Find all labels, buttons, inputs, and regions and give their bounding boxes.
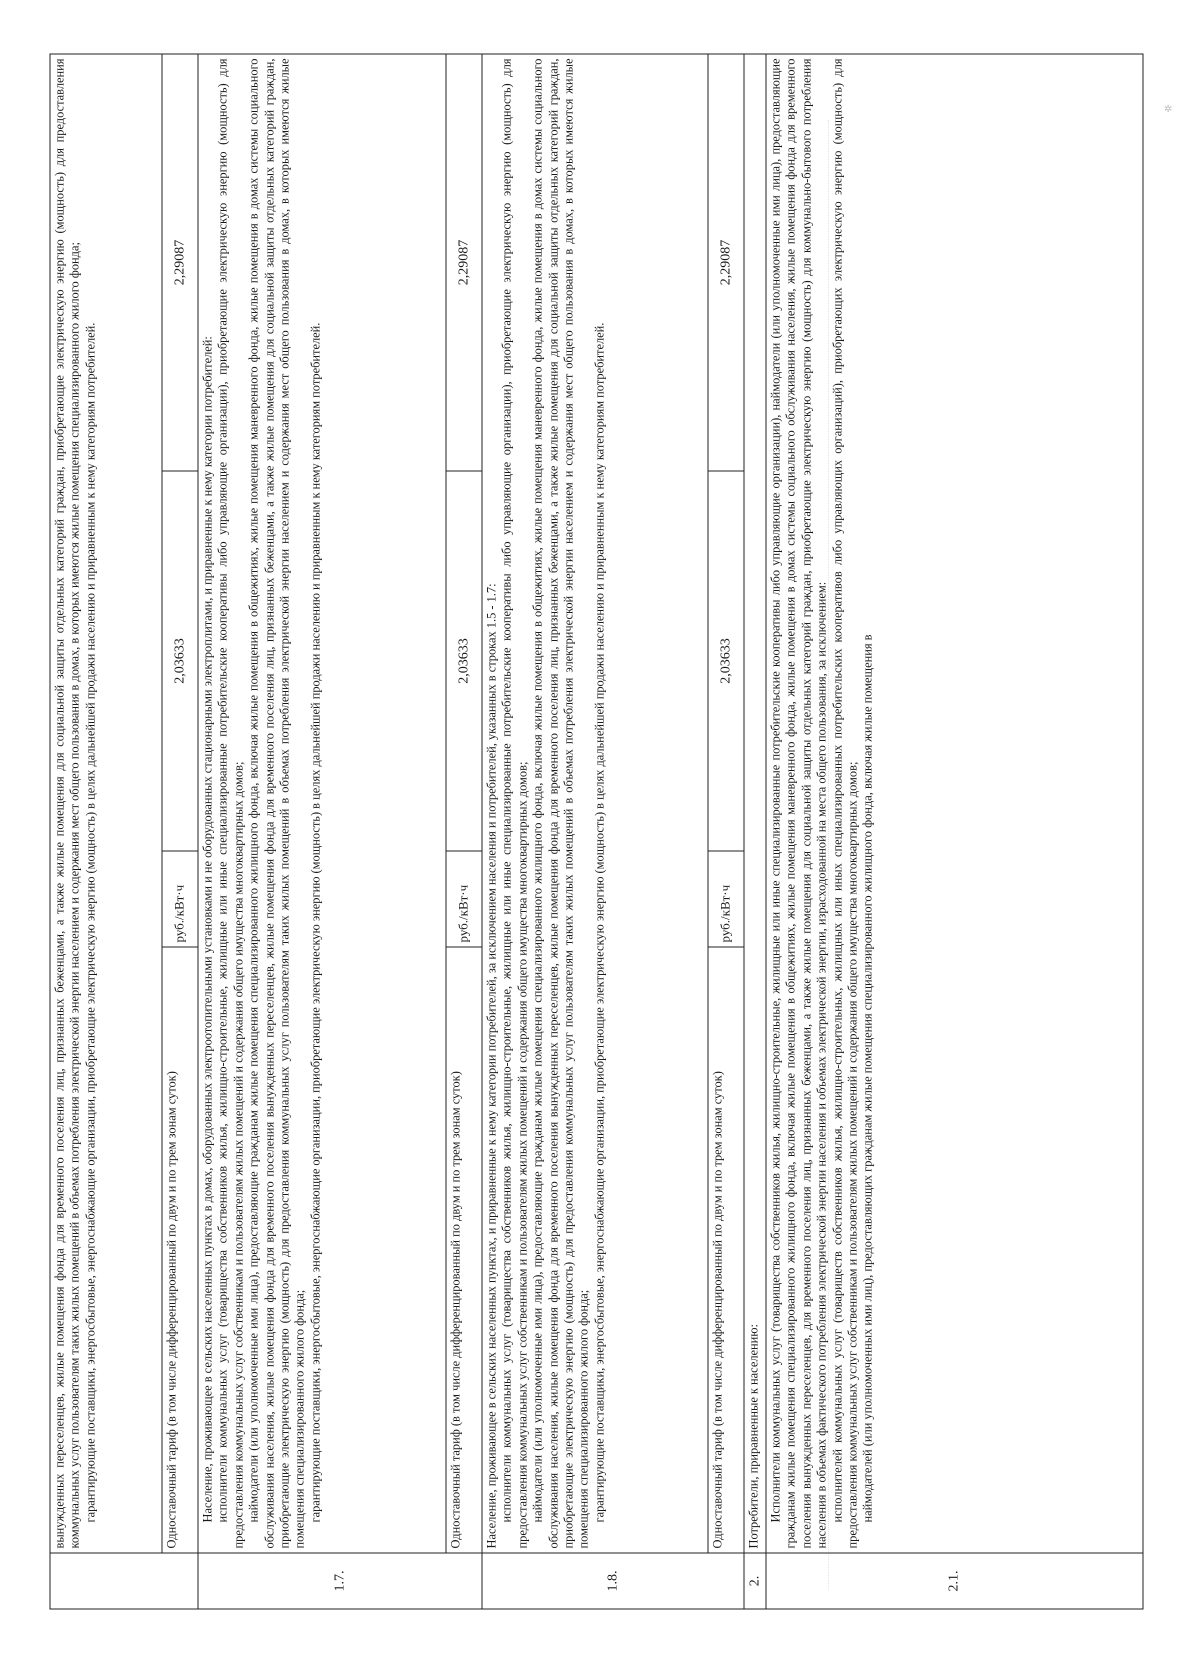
- tariff-value-first-half: 2,03633: [708, 471, 744, 851]
- table-row-tariff: [446, 54, 482, 1609]
- scan-mark: ✲: [1164, 104, 1173, 115]
- table-row-1-6-continued: [50, 54, 162, 1609]
- table-row-tariff: [708, 54, 744, 1609]
- unit-cell: руб./кВт·ч: [162, 851, 198, 947]
- table-row-section-2: [744, 54, 766, 1609]
- row-paragraph: исполнителей коммунальных услуг (товариществ собственников жилья, жилищно-строительных, жилищных или иных специализированных потребительских кооперативов либо управляющих организаций), приобретающих электрическую энергию (мощность) для предоставления коммунальных услуг собственникам и пользователям жилых помещений и содержания общего имущества многоквартирных домов;: [830, 58, 860, 1549]
- row-paragraph: наймодателей (или уполномоченных ими лиц), предоставляющих гражданам жилые помещения специализированного жилищного фонда, включая жилые помещения в: [860, 634, 875, 1523]
- tariff-table-rotated: [50, 55, 1144, 1610]
- tariff-value-second-half: 2,29087: [708, 54, 744, 471]
- row-paragraph: наймодатели (или уполномоченные ими лица), предоставляющие гражданам жилые помещения специализированного жилищного фонда, включая жилые помещения в общежитиях, жилые помещения маневренного фонда, жилые помещения в домах системы социального обслуживания населения, жилые помещения фонда для временного поселения вынужденных переселенцев, жилые помещения фонда для временного поселения лиц, признанных беженцами, а также жилые помещения для социальной защиты отдельных категорий граждан, приобретающие электрическую энергию (мощность) для предоставления коммунальных услуг пользователям таких жилых помещений в объемах потребления электрической энергии населением и содержания мест общего пользования в домах, в которых имеются жилые помещения специализированного жилого фонда;: [530, 58, 591, 1549]
- table-row-1-7: [198, 54, 446, 1609]
- tariff-label: Одноставочный тариф (в том числе дифференцированный по двум и по трем зонам суток): [446, 947, 482, 1553]
- row-paragraph: гарантирующие поставщики, энергосбытовые, энергоснабжающие организации, приобретающие электрическую энергию (мощность) в целях дальнейшей продажи населению и приравненным к нему категориям потребителей.: [83, 322, 98, 1523]
- tariff-value-second-half: 2,29087: [162, 54, 198, 471]
- row-text-cell: [482, 54, 708, 1553]
- tariff-label: Одноставочный тариф (в том числе дифференцированный по двум и по трем зонам суток): [708, 947, 744, 1553]
- row-text-cell: [198, 54, 446, 1553]
- unit-cell: руб./кВт·ч: [708, 851, 744, 947]
- row-paragraph: наймодатели (или уполномоченные ими лица), предоставляющие гражданам жилые помещения специализированного жилищного фонда, включая жилые помещения в общежитиях, жилые помещения маневренного фонда, жилые помещения в домах системы социального обслуживания населения, жилые помещения фонда для временного поселения вынужденных переселенцев, жилые помещения фонда для временного поселения лиц, признанных беженцами, а также жилые помещения для социальной защиты отдельных категорий граждан, приобретающие электрическую энергию (мощность) для предоставления коммунальных услуг пользователям таких жилых помещений в объемах потребления электрической энергии населением и содержания мест общего пользования в домах, в которых имеются жилые помещения специализированного жилого фонда;: [246, 58, 307, 1549]
- row-paragraph: Население, проживающее в сельских населенных пунктах в домах, оборудованных электроотопительными установками и не оборудованных стационарными электроплитами, и приравненные к нему категории потребителей:: [200, 336, 215, 1523]
- tariff-value-first-half: 2,03633: [162, 471, 198, 851]
- row-text-cell: [50, 54, 162, 1553]
- row-number: 2.1.: [766, 1553, 1143, 1609]
- row-number: 2.: [744, 1553, 766, 1609]
- row-paragraph: гарантирующие поставщики, энергосбытовые, энергоснабжающие организации, приобретающие электрическую энергию (мощность) в целях дальнейшей продажи населению и приравненным к нему категориям потребителей.: [308, 322, 323, 1523]
- row-number: 1.8.: [482, 1553, 744, 1609]
- row-paragraph: исполнители коммунальных услуг (товарищества собственников жилья, жилищно-строительные, жилищные или иные специализированные потребительские кооперативы либо управляющие организации), приобретающие электрическую энергию (мощность) для предоставления коммунальных услуг собственникам и пользователям жилых помещений и содержания общего имущества многоквартирных домов;: [499, 58, 530, 1549]
- tariff-label: Одноставочный тариф (в том числе дифференцированный по двум и по трем зонам суток): [162, 947, 198, 1553]
- unit-cell: руб./кВт·ч: [446, 851, 482, 947]
- row-paragraph: исполнители коммунальных услуг (товарищества собственников жилья, жилищно-строительные, жилищные или иные специализированные потребительские кооперативы либо управляющие организации), приобретающие электрическую энергию (мощность) для предоставления коммунальных услуг собственникам и пользователям жилых помещений и содержания общего имущества многоквартирных домов;: [215, 58, 246, 1549]
- tariff-value-second-half: 2,29087: [446, 54, 482, 471]
- table-row-1-8: [482, 54, 708, 1609]
- section-heading: Потребители, приравненные к населению:: [744, 54, 766, 1553]
- row-paragraph: Исполнители коммунальных услуг (товарищества собственников жилья, жилищно-строительные, жилищные или иные специализированные потребительские кооперативы либо управляющие организации), наймодатели (или уполномоченные ими лица), предоставляющие гражданам жилые помещения специализированного жилищного фонда, включая жилые помещения в общежитиях, жилые помещения маневренного фонда, жилые помещения в домах системы социального обслуживания населения, жилые помещения фонда для временного поселения вынужденных переселенцев, для временного поселения лиц, признанных беженцами, а также жилые помещения для социальной защиты отдельных категорий граждан, приобретающие электрическую энергию (мощность) для коммунально-бытового потребления населения в объемах фактического потребления электрической энергии населения и объемах электрической энергии, израсходованной на места общего пользования, за исключением:: [768, 58, 829, 1549]
- row-text-cell: [766, 54, 1143, 1553]
- row-number: 1.7.: [198, 1553, 482, 1609]
- row-paragraph: Население, проживающее в сельских населенных пунктах, и приравненные к нему категории потребителей, за исключением населения и потребителей, указанных в строках 1.5 - 1.7:: [484, 583, 499, 1549]
- table-row-tariff: [162, 54, 198, 1609]
- row-paragraph: вынужденных переселенцев, жилые помещения фонда для временного поселения лиц, признанных беженцами, а также жилые помещения для социальной защиты отдельных категорий граждан, приобретающие электрическую энергию (мощность) для предоставления коммунальных услуг пользователям таких жилых помещений в объемах потребления электрической энергии населением и содержания мест общего пользования в домах, в которых имеются жилые помещения специализированного жилого фонда;: [52, 58, 82, 1549]
- table-row-2-1: [766, 54, 1143, 1609]
- tariff-table: [50, 54, 1144, 1610]
- row-paragraph: гарантирующие поставщики, энергосбытовые, энергоснабжающие организации, приобретающие электрическую энергию (мощность) в целях дальнейшей продажи населению и приравненным к нему категориям потребителей.: [592, 322, 607, 1523]
- tariff-value-first-half: 2,03633: [446, 471, 482, 851]
- row-number-cell-empty: [50, 1553, 198, 1609]
